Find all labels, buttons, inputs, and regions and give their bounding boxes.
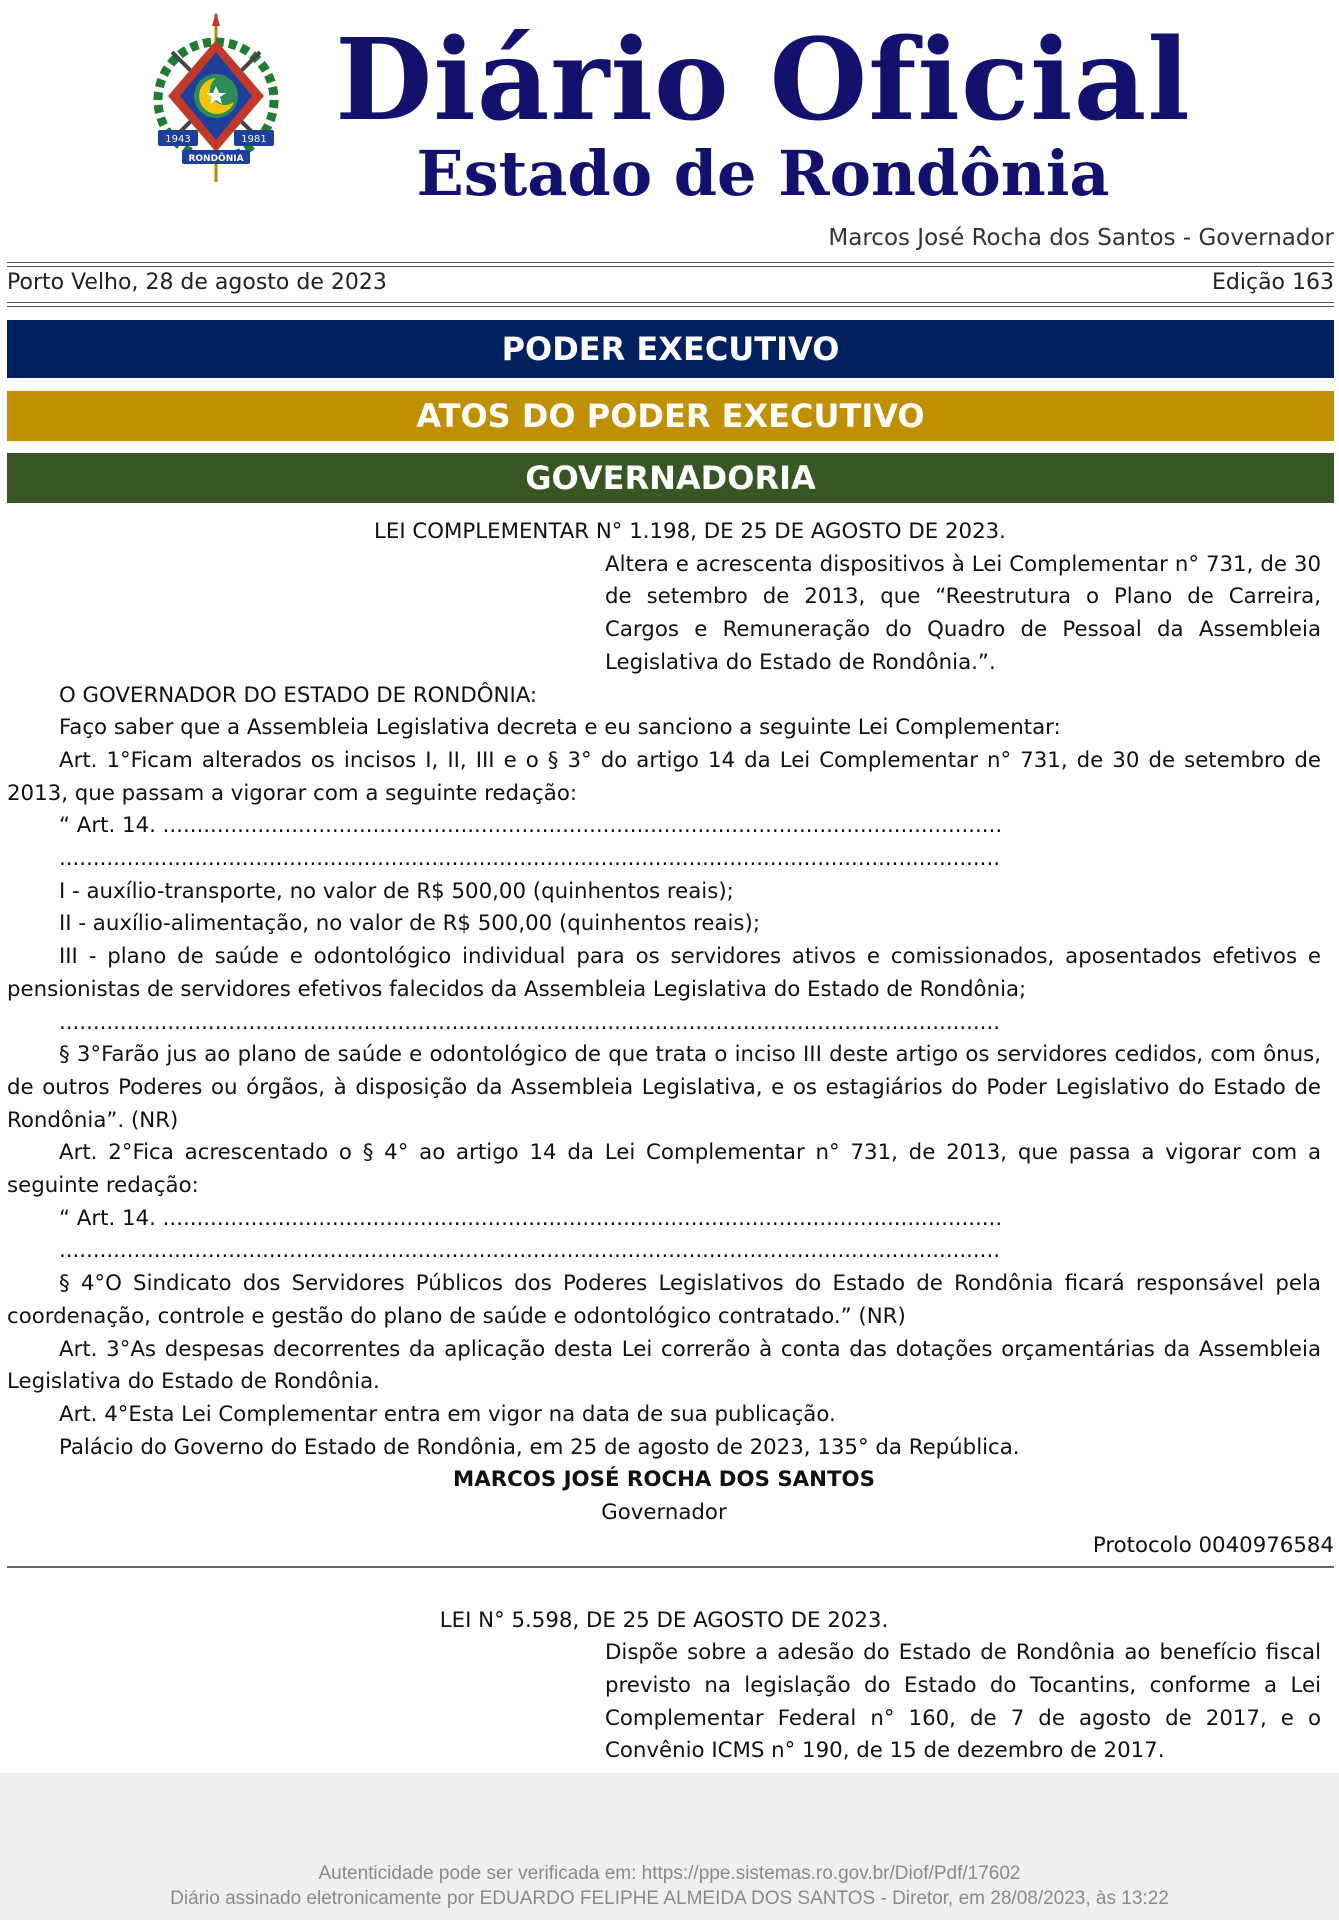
law1-paragraph: ........................................................................................................................................... xyxy=(59,1009,1000,1035)
law1-paragraph: “ Art. 14. ............................................................................................................................ xyxy=(59,813,1003,839)
document-separator xyxy=(7,1566,1334,1568)
law1-paragraph: Art. 3°As despesas decorrentes da aplicação desta Lei correrão à conta das dotações orçamentárias da Assembleia Legislativa do Estado de Rondônia. xyxy=(7,1336,1321,1395)
law1-paragraph: I - auxílio-transporte, no valor de R$ 500,00 (quinhentos reais); xyxy=(59,878,734,904)
authenticity-notice: Autenticidade pode ser verificada em: https://ppe.sistemas.ro.gov.br/Diof/Pdf/17602 xyxy=(318,1863,1021,1884)
header-rule-bottom-2 xyxy=(7,306,1334,307)
governor-line: Marcos José Rocha dos Santos - Governador xyxy=(828,225,1334,251)
law1-paragraph: Art. 4°Esta Lei Complementar entra em vigor na data de sua publicação. xyxy=(59,1401,836,1427)
section-band-acts: ATOS DO PODER EXECUTIVO xyxy=(7,391,1334,441)
law2-summary: Dispõe sobre a adesão do Estado de Rondônia ao benefício fiscal previsto na legislação do Estado do Tocantins, conforme a Lei Complementar Federal n° 160, de 7 de agosto de 2017, e o Convênio ICMS n° 190, de 15 de dezembro de 2017. xyxy=(605,1640,1321,1764)
law1-paragraph: Palácio do Governo do Estado de Rondônia, em 25 de agosto de 2023, 135° da República. xyxy=(59,1434,1020,1460)
law1-paragraph: O GOVERNADOR DO ESTADO DE RONDÔNIA: xyxy=(59,682,538,708)
edition-number: Edição 163 xyxy=(1212,270,1334,295)
law1-paragraph: II - auxílio-alimentação, no valor de R$ 500,00 (quinhentos reais); xyxy=(59,911,760,937)
masthead xyxy=(0,0,1339,210)
law1-paragraph: “ Art. 14. ............................................................................................................................ xyxy=(59,1205,1003,1231)
law1-title: LEI COMPLEMENTAR N° 1.198, DE 25 DE AGOSTO DE 2023. xyxy=(374,519,1006,544)
law1-signer-name: MARCOS JOSÉ ROCHA DOS SANTOS xyxy=(453,1467,875,1493)
law1-signer-role: Governador xyxy=(601,1500,727,1526)
issue-date: Porto Velho, 28 de agosto de 2023 xyxy=(7,270,387,295)
gazette-title: Diário Oficial xyxy=(335,15,1191,146)
crest-year-left: 1943 xyxy=(165,134,191,145)
header-rule-top xyxy=(7,262,1334,263)
law2-title: LEI N° 5.598, DE 25 DE AGOSTO DE 2023. xyxy=(439,1607,889,1633)
crest-year-right: 1981 xyxy=(241,134,267,145)
crest-ribbon-text: RONDÔNIA xyxy=(188,154,244,164)
dateline xyxy=(7,270,1334,295)
law1-paragraph: III - plano de saúde e odontológico individual para os servidores ativos e comissionados, aposentados efetivos e pensionistas de servidores efetivos falecidos da Assembleia Legislativa do Estado de Rondônia; xyxy=(7,944,1321,1002)
law1-paragraph: § 3°Farão jus ao plano de saúde e odontológico de que trata o inciso III deste artigo os servidores cedidos, com ônus, de outros Poderes ou órgãos, à disposição da Assembleia Legislativa, e os estagiários do Poder Legislativo do Estado de Rondônia”. (NR) xyxy=(7,1042,1321,1133)
law1-protocol: Protocolo 0040976584 xyxy=(1092,1532,1334,1558)
law1-paragraph: ........................................................................................................................................... xyxy=(59,846,1000,872)
section-band-office: GOVERNADORIA xyxy=(7,453,1334,503)
gazette-subtitle: Estado de Rondônia xyxy=(416,137,1110,210)
coat-of-arms-icon xyxy=(152,12,280,187)
law1-paragraph: Art. 2°Fica acrescentado o § 4° ao artigo 14 da Lei Complementar n° 731, de 2013, que passa a vigorar com a seguinte redação: xyxy=(7,1140,1321,1199)
digital-signature-notice: Diário assinado eletronicamente por EDUARDO FELIPHE ALMEIDA DOS SANTOS - Diretor, em 28/08/2023, às 13:22 xyxy=(170,1888,1169,1909)
header-rule-top-2 xyxy=(7,266,1334,267)
header-rule-bottom xyxy=(7,302,1334,303)
law1-paragraph: Art. 1°Ficam alterados os incisos I, II, III e o § 3° do artigo 14 da Lei Complementar n° 731, de 30 de setembro de 2013, que passam a vigorar com a seguinte redação: xyxy=(7,747,1321,806)
law1-paragraph: Faço saber que a Assembleia Legislativa decreta e eu sanciono a seguinte Lei Complementar: xyxy=(59,715,1061,741)
law1-summary: Altera e acrescenta dispositivos à Lei Complementar n° 731, de 30 de setembro de 2013, que “Reestrutura o Plano de Carreira, Cargos e Remuneração do Quadro de Pessoal da Assembleia Legislativa do Estado de Rondônia.”. xyxy=(605,551,1321,675)
law1-paragraph: ........................................................................................................................................... xyxy=(59,1238,1000,1264)
section-band-power: PODER EXECUTIVO xyxy=(7,320,1334,378)
law1-paragraph: § 4°O Sindicato dos Servidores Públicos dos Poderes Legislativos do Estado de Rondônia ficará responsável pela coordenação, controle e gestão do plano de saúde e odontológico contratado.” (NR) xyxy=(7,1271,1321,1329)
signature-footer xyxy=(0,1773,1339,1920)
document-body xyxy=(7,516,1334,1768)
